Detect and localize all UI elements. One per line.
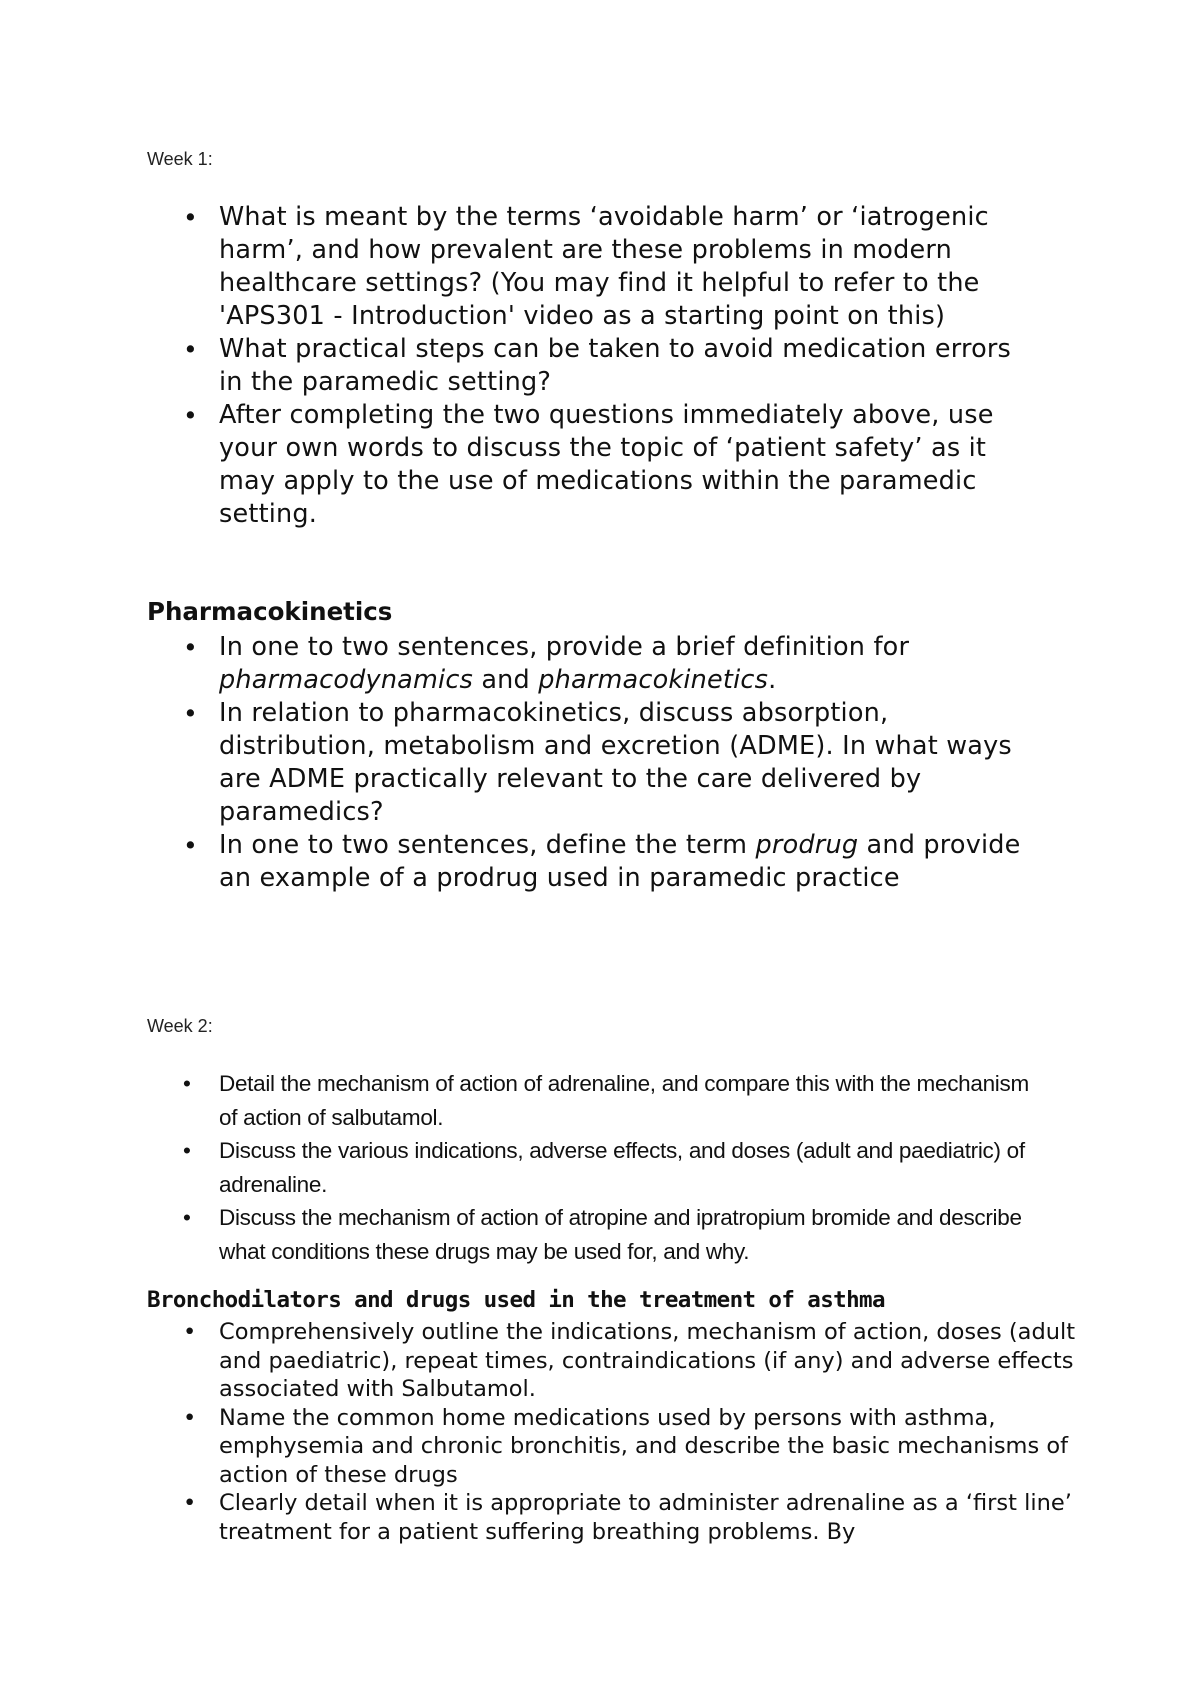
italic-term: prodrug [755,830,859,860]
item-text: . [768,665,777,695]
item-text: In one to two sentences, provide a brief definition for [219,632,910,662]
list-item: • What is meant by the terms ‘avoidable harm’ or ‘iatrogenic harm’, and how prevalent are these problems in modern healthcare settings? (You may find it helpful to refer to the 'APS301 - Introduction' video as a starting point on this) [147,201,1034,333]
list-item: • What practical steps can be taken to avoid medication errors in the paramedic setting? [147,333,1034,399]
week-2-question-list [147,1067,1047,1268]
list-item: • Detail the mechanism of action of adrenaline, and compare this with the mechanism of action of salbutamol. [147,1067,1029,1134]
item-text: and provide an example of a prodrug used in paramedic practice [219,830,1021,893]
week-2-label: Week 2: [147,1016,213,1036]
list-item [147,829,1034,895]
bronchodilators-list [147,1318,1107,1546]
list-item: • Discuss the various indications, adverse effects, and doses (adult and paediatric) of adrenaline. [147,1134,1029,1201]
bronchodilators-heading: Bronchodilators and drugs used in the treatment of asthma [147,1287,885,1313]
italic-term: pharmacodynamics [219,665,474,695]
list-item: • Clearly detail when it is appropriate to administer adrenaline as a ‘first line’ treatment for a patient suffering breathing problems. By [147,1489,1099,1546]
italic-term: pharmacokinetics [538,665,769,695]
list-item: • Name the common home medications used by persons with asthma, emphysemia and chronic bronchitis, and describe the basic mechanisms of action of these drugs [147,1404,1099,1490]
pharmacokinetics-heading: Pharmacokinetics [147,597,393,626]
item-text: In one to two sentences, define the term [219,830,756,860]
list-item [147,631,1034,697]
list-item: • After completing the two questions immediately above, use your own words to discuss the topic of ‘patient safety’ as it may apply to the use of medications within the paramedic setting. [147,399,1034,531]
list-item: • Discuss the mechanism of action of atropine and ipratropium bromide and describe what conditions these drugs may be used for, and why. [147,1201,1029,1268]
week-1-question-list [147,201,1047,531]
pharmacokinetics-list [147,631,1047,895]
list-item: • Comprehensively outline the indications, mechanism of action, doses (adult and paediatric), repeat times, contraindications (if any) and adverse effects associated with Salbutamol. [147,1318,1099,1404]
week-1-label: Week 1: [147,149,213,169]
item-text: and [473,665,539,695]
list-item: • In relation to pharmacokinetics, discuss absorption, distribution, metabolism and excretion (ADME). In what ways are ADME practically relevant to the care delivered by paramedics? [147,697,1034,829]
